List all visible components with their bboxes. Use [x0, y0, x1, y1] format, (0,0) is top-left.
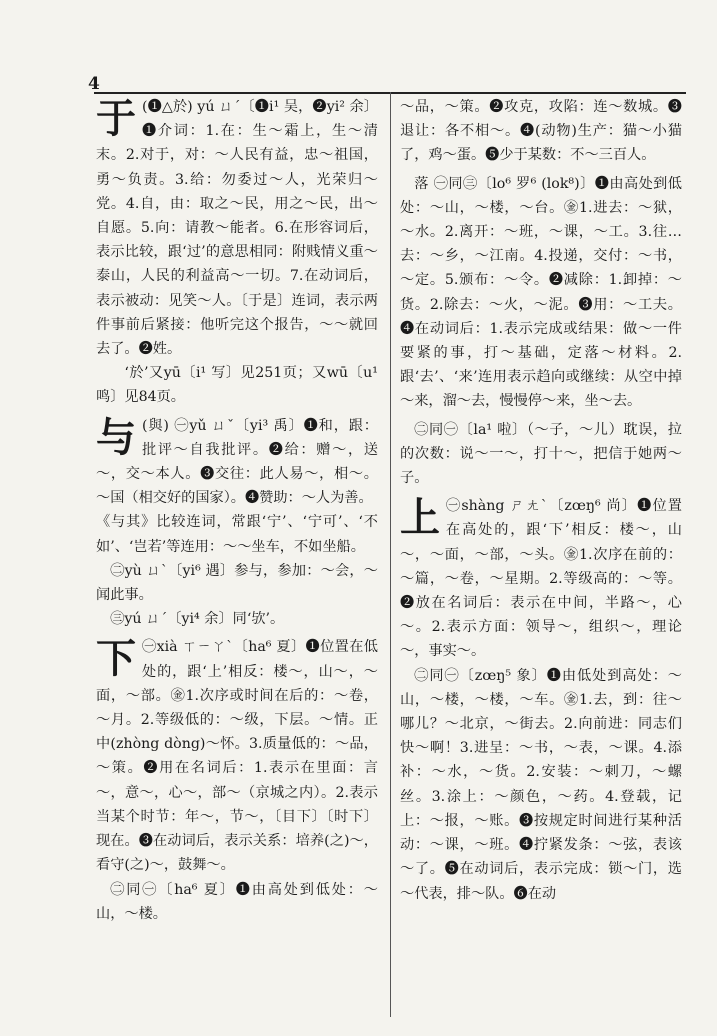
entry-continuation: ～品，～策。❷攻克，攻陷：连～数城。❸退让：各不相～。❹(动物)生产：猫～小猫了，鸡～蛋。❺少于某数：不～三百人。: [400, 99, 682, 164]
right-column: [400, 95, 682, 906]
entry-note-yu: ‘於’又yū〔i¹ 写〕见251页；又wū〔u¹ 鸣〕见84页。: [96, 365, 378, 406]
dictionary-entry-yu-yu: [96, 414, 378, 632]
column-divider: [390, 92, 391, 1017]
entry-note-xia: ㊁同㊀〔ha⁶ 夏〕❶由高处到低处：～山，～楼。: [96, 881, 378, 922]
dictionary-entry-yu: [96, 95, 378, 410]
entry-text-xia: ㊀xià ㄒㄧㄚˋ〔ha⁶ 夏〕❶位置在低处的，跟‘上’相反：楼～，山～，～面，～部。㊎1.次序或时间在后的：～卷，～月。2.等级低的：～级，下层。～情。正中(zhòng dòng)～怀。3.质量低的：～品，～策。❷用在名词后：1.表示在里面：言～，意～，心～，部～（京城之内）。2.表示当某个时节：年～，节～，〔目下〕〔时下〕现在。❸在动词后，表示关系：培养(之)～，看守(之)～，鼓舞～。: [96, 639, 378, 874]
entry-head-shang: 上: [400, 494, 440, 542]
entry-text-yu-yu: (與) ㊀yǔ ㄩˇ〔yi³ 禹〕❶和，跟：批评～自我批评。❷给：赠～，送～，交～本人。❸交往：此人易～，相～。～国（相交好的国家）。❹赞助：～人为善。: [96, 417, 378, 507]
entry-head-xia: 下: [96, 635, 136, 683]
entry-text-yu: (❶△於) yú ㄩˊ〔❶i¹ 吴，❷yi² 余〕❶介词：1.在：生～霜上，生～清末。2.对于，对：～人民有益，忠～祖国，勇～负责。3.给：勿委过～人，光荣归～党。4.自，由：取之～民，用之～民，出～自愿。5.向：请教～能者。6.在形容词后，表示比较，跟‘过’的意思相同：附贱情义重～泰山，人民的利益高～一切。7.在动词后，表示被动：见笑～人。〔于是〕连词，表示两件事前后紧接：他听完这个报告，～～就回去了。❷姓。: [96, 99, 378, 358]
entry-text-luo: 落 ㊀同㊂〔lo⁶ 罗⁶ (lok⁸)〕❶由高处到低处：～山，～楼，～台。㊎1.进去：～狱，～水。2.离开：～班，～课，～工。3.往…去：～乡，～江南。4.投递，交付：～书，～定。5.颁布：～令。❷减除：1.卸掉：～货。2.除去：～火，～泥。❸用：～工夫。❹在动词后：1.表示完成或结果：做～一件要紧的事，打～基础，定落～材料。2.跟‘去’、‘来’连用表示趋向或继续：从空中掉～来，溜～去，慢慢停～来，坐～去。: [400, 175, 682, 410]
entry-sub-two-shang: ㊁同㊀〔zœŋ⁵ 象〕❶由低处到高处：～山，～楼，～楼，～车。㊎1.去，到：往～哪儿？～北京，～街去。2.向前进：同志们快～啊！3.进呈：～书，～表，～课。4.添补：～水，～货。2.安装：～刺刀，～螺丝。3.涂上：～颜色，～药。4.登载，记上：～报，～账。❸按规定时间进行某种活动：～课，～班。❹拧紧发条：～弦，表该～了。❺在动词后，表示完成：锁～门，选～代表，排～队。❻在动: [400, 667, 682, 902]
entry-head-yu: 于: [96, 95, 136, 142]
entry-head-yu-yu: 与: [96, 413, 136, 461]
left-column: [96, 95, 378, 926]
dictionary-entry-xia: [96, 635, 378, 925]
entry-sub-two-yu-yu: ㊁yù ㄩˋ〔yi⁶ 遇〕参与，参加：～会，～闻此事。: [96, 562, 378, 604]
page-number: 4: [88, 74, 100, 94]
entry-sub-three-yu-yu: ㊂yú ㄩˊ〔yi⁴ 余〕同‘欤’。: [110, 611, 285, 628]
entry-note-yu-yu: 《与其》比较连词，常跟‘宁’、‘宁可’、‘不如’、‘岂若’等连用：～～坐车，不如坐船。: [96, 514, 378, 555]
dictionary-entry-shang: [400, 494, 682, 905]
entry-text-la: ㊁同㊀〔la¹ 啦〕（～子，～儿）耽误，拉的次数：说～一～，打十～，把信于她两～子。: [400, 421, 682, 487]
entry-text-shang: ㊀shàng ㄕㄤˋ〔zœŋ⁶ 尚〕❶位置在高处的，跟‘下’相反：楼～，山～，～面，～部，～头。㊎1.次序在前的：～篇，～卷，～星期。2.等级高的：～等。❷放在名词后：表示在中间，半路～，心～。2.表示方面：领导～，组织～，理论～，事实～。: [400, 498, 682, 660]
